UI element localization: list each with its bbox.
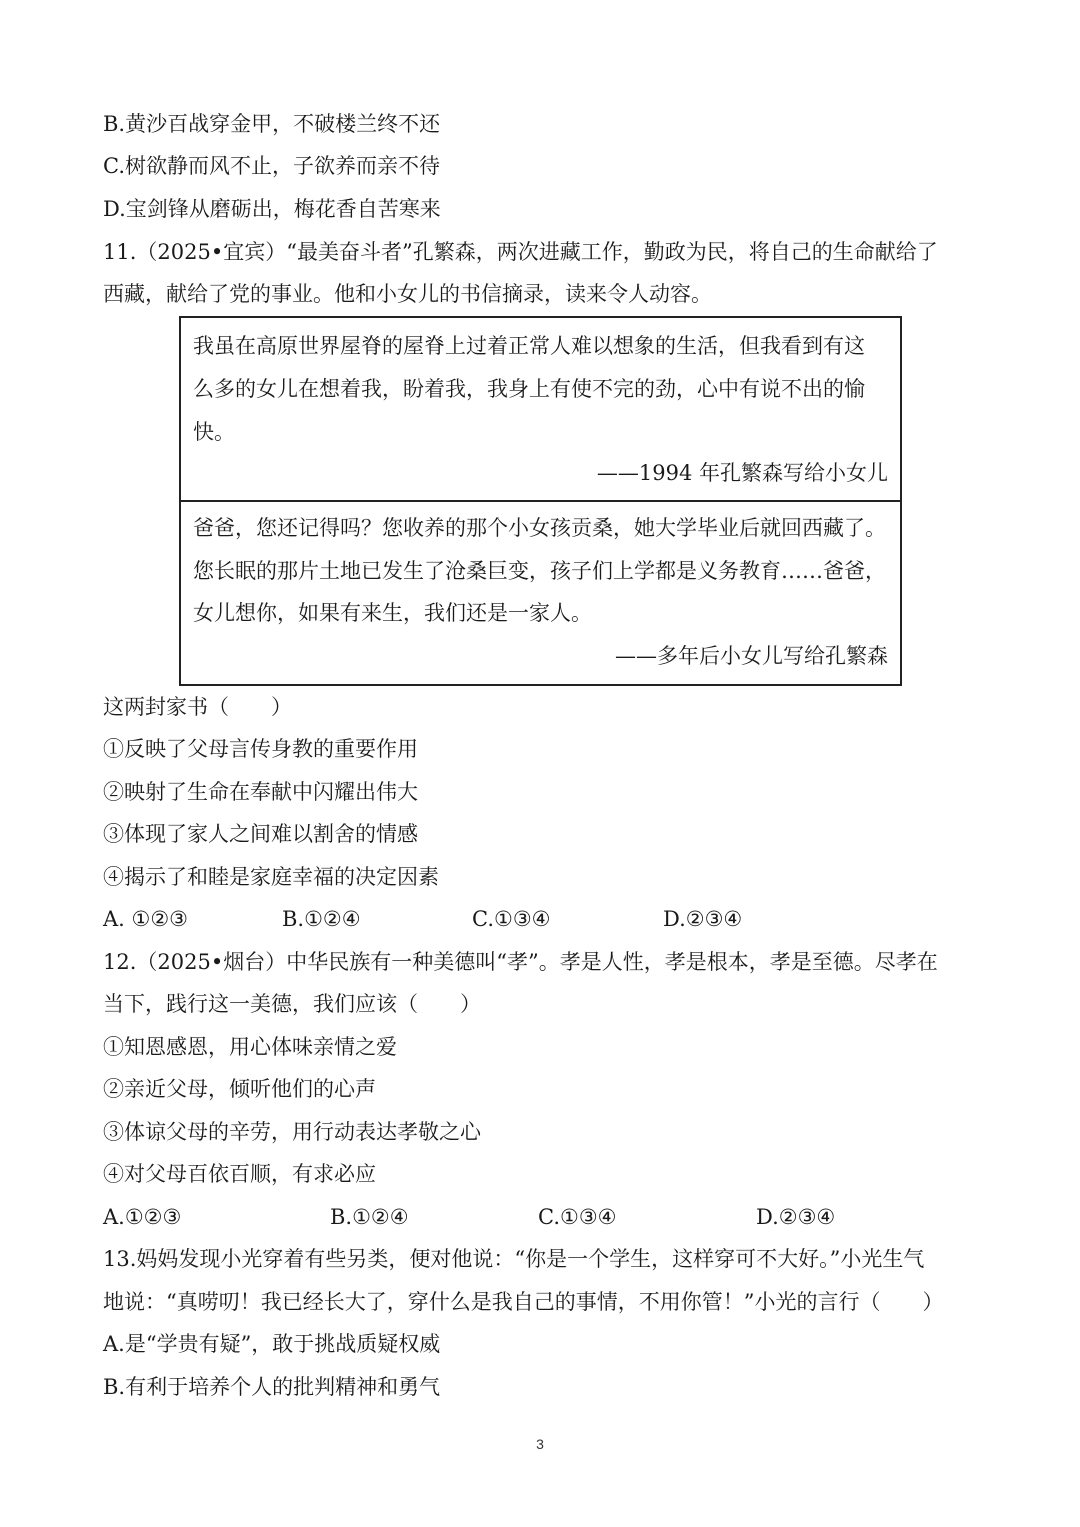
q11-choice-c: C.①③④ [472,907,551,931]
letter-box-daughter [179,498,902,686]
q12-item-2: ②亲近父母，倾听他们的心声 [103,1077,376,1101]
q10-option-b: B.黄沙百战穿金甲，不破楼兰终不还 [103,112,441,136]
q11-stem-line1: 11.（2025•宜宾）“最美奋斗者”孔繁森，两次进藏工作，勤政为民，将自己的生命献给了 [103,240,938,264]
letter1-line3: 快。 [193,420,235,444]
q13-stem-line1: 13.妈妈发现小光穿着有些另类，便对他说：“你是一个学生，这样穿可不大好。”小光生气 [103,1247,925,1271]
letter2-line2: 您长眠的那片土地已发生了沧桑巨变，孩子们上学都是义务教育……爸爸， [193,559,886,583]
q11-item-3: ③体现了家人之间难以割舍的情感 [103,822,418,846]
letter2-line1: 爸爸，您还记得吗？您收养的那个小女孩贡桑，她大学毕业后就回西藏了。 [193,516,886,540]
letter2-line3: 女儿想你，如果有来生，我们还是一家人。 [193,601,592,625]
q12-stem-line1: 12.（2025•烟台）中华民族有一种美德叫“孝”。孝是人性，孝是根本，孝是至德。尽孝在 [103,950,938,974]
q12-item-1: ①知恩感恩，用心体味亲情之爱 [103,1035,397,1059]
q11-item-2: ②映射了生命在奉献中闪耀出伟大 [103,780,418,804]
q11-item-4: ④揭示了和睦是家庭幸福的决定因素 [103,865,439,889]
q11-choice-b: B.①②④ [282,907,361,931]
page-number: 3 [536,1436,544,1452]
q13-option-b: B.有利于培养个人的批判精神和勇气 [103,1375,441,1399]
letter2-signature: ——多年后小女儿写给孔繁森 [615,644,888,668]
letter1-signature: ——1994 年孔繁森写给小女儿 [596,461,888,485]
q11-choice-d: D.②③④ [663,907,743,931]
q13-option-a: A.是“学贵有疑”，敢于挑战质疑权威 [103,1332,441,1356]
letter-box-father [179,316,902,502]
letter1-line1: 我虽在高原世界屋脊的屋脊上过着正常人难以想象的生活，但我看到有这 [193,334,865,358]
q12-choice-d: D.②③④ [756,1205,836,1229]
q11-item-1: ①反映了父母言传身教的重要作用 [103,737,418,761]
q12-choice-c: C.①③④ [538,1205,617,1229]
q11-stem-line2: 西藏，献给了党的事业。他和小女儿的书信摘录，读来令人动容。 [103,282,712,306]
q11-question: 这两封家书（ ） [103,695,292,719]
q12-choice-a: A.①②③ [103,1205,182,1229]
q12-stem-line2: 当下，践行这一美德，我们应该（ ） [103,992,481,1016]
q11-choice-a: A. ①②③ [103,907,188,931]
q10-option-d: D.宝剑锋从磨砺出，梅花香自苦寒来 [103,197,441,221]
letter1-line2: 么多的女儿在想着我，盼着我，我身上有使不完的劲，心中有说不出的愉 [193,377,865,401]
q13-stem-line2: 地说：“真唠叨！我已经长大了，穿什么是我自己的事情，不用你管！”小光的言行（ ） [103,1290,944,1314]
q12-choice-b: B.①②④ [330,1205,409,1229]
q12-item-4: ④对父母百依百顺，有求必应 [103,1162,376,1186]
q12-item-3: ③体谅父母的辛劳，用行动表达孝敬之心 [103,1120,481,1144]
q10-option-c: C.树欲静而风不止，子欲养而亲不待 [103,154,440,178]
